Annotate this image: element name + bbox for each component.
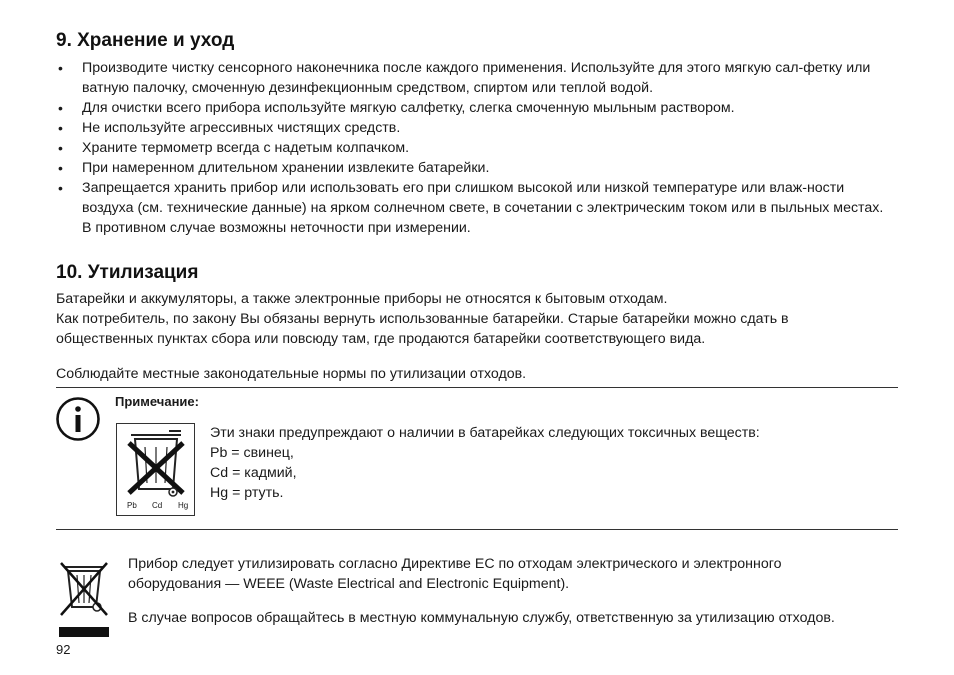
disposal-line-1: Батарейки и аккумуляторы, а также электронные приборы не относятся к бытовым отходам. (56, 291, 668, 307)
note-item-cd: Cd = кадмий, (210, 465, 297, 481)
note-text (210, 423, 890, 503)
symbol-label-hg: Hg (178, 501, 189, 510)
page-number: 92 (56, 642, 71, 657)
battery-disposal-symbol (116, 423, 195, 516)
weee-crossed-bin-icon (57, 557, 111, 639)
note-item-hg: Hg = ртуть. (210, 485, 284, 501)
disposal-line-2: Как потребитель, по закону Вы обязаны вернуть использованные батарейки. Старые батарейки можно сдать в общественных пунктах сбора или повсюду там, где продаются батарейки соответствующего вида. (56, 311, 789, 347)
crossed-bin-icon (123, 427, 189, 499)
disposal-paragraph-2: Соблюдайте местные законодательные нормы по утилизации отходов. (56, 366, 527, 382)
care-instructions-list (56, 58, 896, 238)
list-item: • Храните термометр всегда с надетым колпачком. (56, 138, 896, 158)
section-9-heading: 9. Хранение и уход (56, 30, 235, 51)
symbol-label-cd: Cd (152, 501, 163, 510)
weee-paragraph-2: В случае вопросов обращайтесь в местную коммунальную службу, ответственную за утилизацию отходов. (128, 610, 835, 626)
divider-bottom (56, 529, 898, 530)
note-item-pb: Pb = свинец, (210, 445, 294, 461)
section-10-heading: 10. Утилизация (56, 262, 199, 283)
list-item: • Не используйте агрессивных чистящих средств. (56, 118, 896, 138)
divider-top (56, 387, 898, 388)
weee-text (128, 554, 908, 628)
note-intro: Эти знаки предупреждают о наличии в батарейках следующих токсичных веществ: (210, 425, 760, 441)
list-item: • Запрещается хранить прибор или использовать его при слишком высокой или низкой температуре или влаж-ности воздуха (см. технические данные) на ярком солнечном свете, в сочетании с электрическим током или в пыльных местах. В противном случае возможны неточности при измерении. (56, 178, 896, 238)
list-item: • Для очистки всего прибора используйте мягкую салфетку, слегка смоченную мыльным раствором. (56, 98, 896, 118)
info-icon (55, 396, 101, 442)
disposal-paragraph-1 (56, 289, 896, 349)
symbol-label-pb: Pb (127, 501, 137, 510)
weee-paragraph-1: Прибор следует утилизировать согласно Директиве ЕС по отходам электрического и электронного оборудования — WEEE (Waste Electrical and Electronic Equipment). (128, 556, 782, 592)
note-title: Примечание: (115, 394, 199, 409)
list-item: • Производите чистку сенсорного наконечника после каждого применения. Используйте для этого мягкую сал-фетку или ватную палочку, смоченную дезинфекционным средством, спиртом или теплой водой. (56, 58, 896, 98)
list-item: • При намеренном длительном хранении извлеките батарейки. (56, 158, 896, 178)
